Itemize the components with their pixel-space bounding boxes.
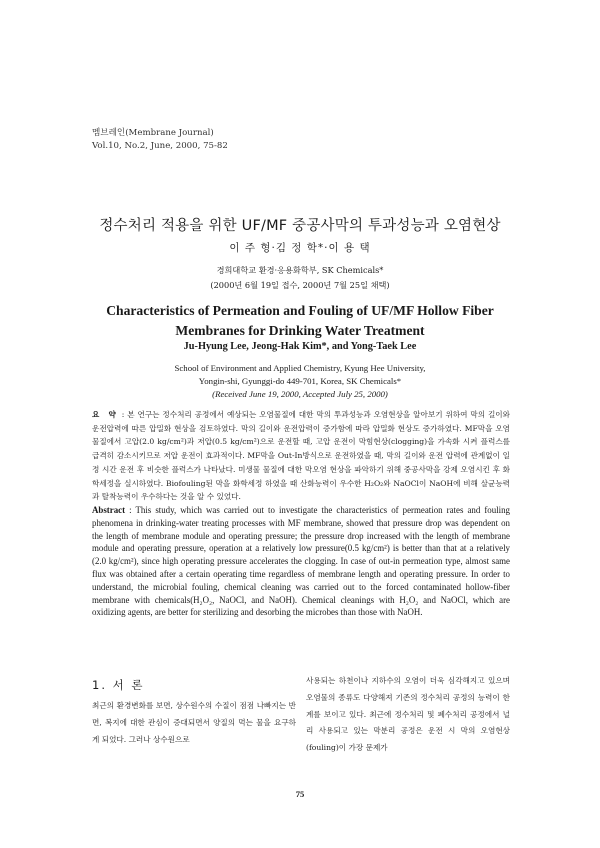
section-heading-introduction: 1. 서 론	[92, 678, 145, 692]
korean-affiliation-block	[0, 263, 600, 293]
english-authors: Ju-Hyung Lee, Jeong-Hak Kim*, and Yong-Taek Lee	[183, 341, 417, 352]
korean-abstract-label: 요 약	[92, 410, 119, 419]
journal-volume: Vol.10, No.2, June, 2000, 75-82	[92, 141, 228, 151]
english-abstract	[92, 504, 510, 619]
english-abstract-label: Abstract	[92, 505, 126, 515]
english-affiliation-line2: Yongin-shi, Gyunggi-do 449-701, Korea, SK Chemicals*	[198, 376, 402, 386]
english-title	[0, 301, 600, 341]
english-affiliation-line1: School of Environment and Applied Chemistry, Kyung Hee University,	[174, 363, 426, 373]
body-column-left: 최근의 환경변화를 보면, 상수원수의 수질이 점점 나빠지는 반면, 복지에 대한 관심이 증대되면서 양질의 먹는 물을 요구하게 되었다. 그러나 상수원으로	[92, 701, 296, 744]
journal-header	[92, 127, 228, 153]
english-abstract-text: : This study, which was carried out to investigate the characteristics of permeation rates and fouling phenomena in drinking-water treating processes with MF membrane, showed that pressure drop was dependent on the length of membrane module and operating pressure; the pressure drop increased with the length of membrane module and operating pressure, operation at a relatively low pressure(0.5 kg/cm²) is better than that at a relatively (2.0 kg/cm²), since high operating pressure accelerates the clogging. In case of out-in permeation type, almost same flux was obtained after a certain operating time regardless of membrane length and operating pressure. In order to understand, the microbial fouling, chemical cleaning was carried out to the forced contaminated hollow-fiber membrane with chemicals(H₂O₂, NaOCl, and NaOH). Chemical cleanings with H₂O₂ and NaOCl, which are oxidizing agents, are better for sterilizing and desorbing the microbes than those with NaOH.	[92, 505, 510, 618]
korean-abstract-text: : 본 연구는 정수처리 공정에서 예상되는 오염물질에 대한 막의 투과성능과 오염현상을 알아보기 위하여 막의 길이와 운전압력에 따른 압밀화 현상을 검토하였다. 막의 길이와 운전압력이 증가함에 따라 압밀화 현상도 증가하였다. MF막을 오염물질에서 고압(2.0 kg/cm²)과 저압(0.5 kg/cm²)으로 운전할 때, 고압 운전이 막힘현상(clogging)을 가속화 시켜 플럭스를 급격히 감소시키므로 저압 운전이 효과적이다. MF막을 Out-In방식으로 운전하였을 때, 막의 길이와 운전 압력에 관계없이 일정 시간 운전 후 비슷한 플럭스가 나타났다. 미생물 물질에 대한 막오염 현상을 파악하기 위해 중공사막을 강제 오염시킨 후 화학세정을 실시하였다. Biofouling된 막을 화학세정 하였을 때 산화능력이 우수한 H₂O₂와 NaOCl이 NaOH에 비해 살균능력과 탈착능력이 우수하다는 것을 알 수 있었다.	[92, 410, 510, 502]
journal-name: 멤브레인(Membrane Journal)	[92, 128, 214, 138]
korean-received: (2000년 6월 19일 접수, 2000년 7월 25일 채택)	[210, 280, 390, 290]
korean-authors: 이 주 형·김 정 학*·이 용 택	[229, 242, 371, 254]
english-title-line2: Membranes for Drinking Water Treatment	[175, 323, 425, 338]
korean-abstract	[92, 408, 510, 504]
korean-affiliation: 경희대학교 환경·응용화학부, SK Chemicals*	[216, 265, 384, 275]
korean-title: 정수처리 적용을 위한 UF/MF 중공사막의 투과성능과 오염현상	[99, 218, 501, 234]
english-received: (Received June 19, 2000, Accepted July 25, 2000)	[212, 389, 388, 399]
english-title-line1: Characteristics of Permeation and Fouling of UF/MF Hollow Fiber	[106, 303, 494, 318]
page-number: 75	[295, 789, 305, 799]
english-affiliation-block	[0, 362, 600, 401]
body-column-right: 사용되는 하천이나 지하수의 오염이 더욱 심각해지고 있으며 오염물의 종류도 다양해져 기존의 정수처리 공정의 능력이 한계를 보이고 있다. 최근에 정수처리 및 폐수처리 공정에서 널리 사용되고 있는 막분리 공정은 운전 시 막의 오염현상(fouling)이 가장 문제가	[306, 676, 510, 753]
